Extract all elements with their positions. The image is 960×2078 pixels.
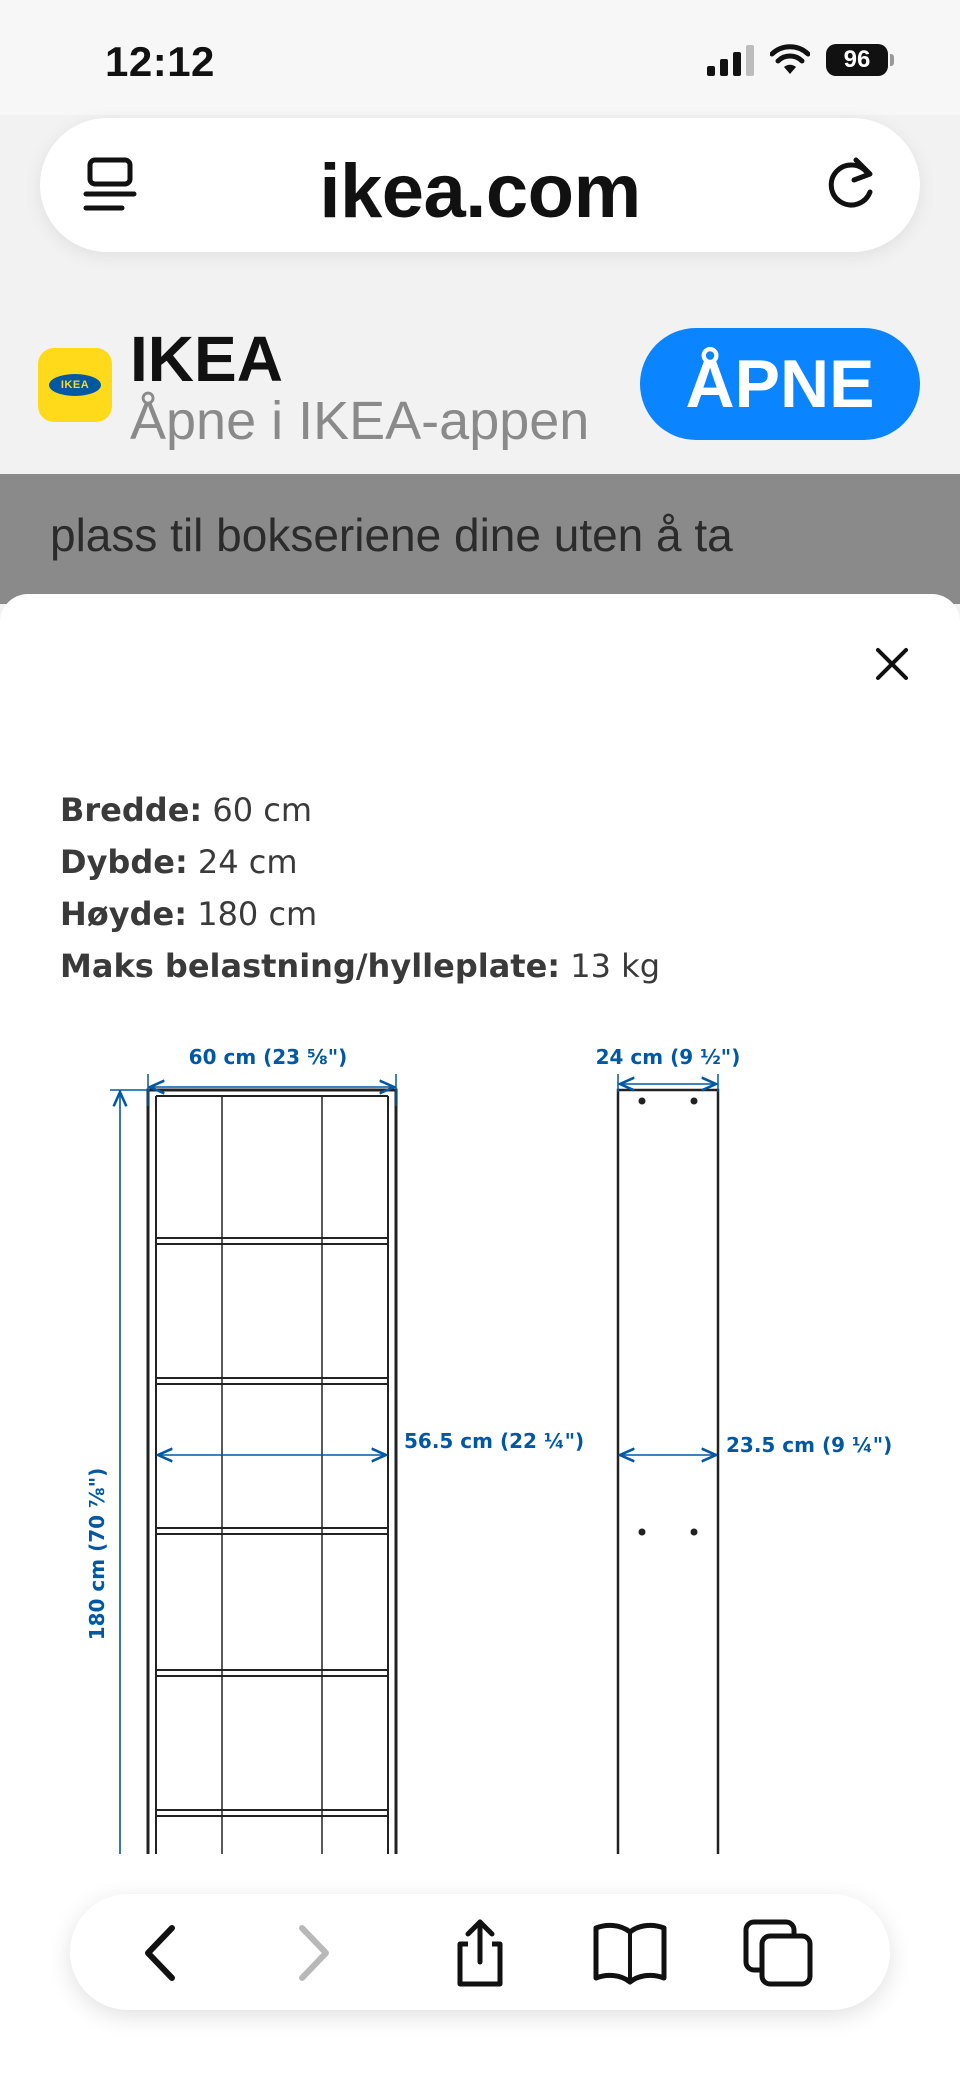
spec-row: Maks belastning/hylleplate: 13 kg xyxy=(60,947,660,985)
reload-icon[interactable] xyxy=(820,152,884,216)
bookcase-side-view xyxy=(618,1090,718,1854)
inner-depth-label: 23.5 cm (9 ¼") xyxy=(726,1433,893,1457)
spec-row: Bredde: 60 cm xyxy=(60,791,313,829)
wifi-icon xyxy=(770,44,810,76)
cellular-signal-icon xyxy=(707,44,754,76)
app-banner xyxy=(0,300,960,474)
inner-depth-dimension xyxy=(620,1433,892,1457)
ikea-app-icon xyxy=(38,348,112,422)
book-icon xyxy=(590,1918,670,1988)
share-icon xyxy=(440,1918,520,1988)
close-icon xyxy=(866,638,918,690)
battery-icon xyxy=(826,44,894,76)
tabs-icon xyxy=(738,1918,818,1988)
app-name: IKEA xyxy=(130,323,283,395)
dimension-diagram xyxy=(0,1034,960,1854)
width-label: 60 cm (23 ⅝") xyxy=(188,1045,348,1069)
height-dimension xyxy=(85,1090,150,1854)
inner-width-label: 56.5 cm (22 ¼") xyxy=(404,1429,585,1453)
forward-button[interactable] xyxy=(272,1918,352,1988)
address-bar[interactable] xyxy=(40,118,920,252)
browser-toolbar xyxy=(70,1894,890,2010)
spec-row: Dybde: 24 cm xyxy=(60,843,298,881)
status-icons xyxy=(707,44,894,76)
bookmarks-button[interactable] xyxy=(590,1918,670,1988)
background-text-line: plass til bokseriene dine uten å ta xyxy=(50,509,733,561)
battery-level: 96 xyxy=(826,44,888,76)
ikea-logo: IKEA xyxy=(49,374,101,396)
url-text[interactable]: ikea.com xyxy=(319,149,641,234)
background-page-overlay xyxy=(0,474,960,604)
chevron-right-icon xyxy=(272,1918,352,1988)
height-label: 180 cm (70 ⅞") xyxy=(85,1467,109,1641)
spec-list xyxy=(60,784,660,992)
tabs-button[interactable] xyxy=(738,1918,818,1988)
chevron-left-icon xyxy=(122,1918,202,1988)
back-button[interactable] xyxy=(122,1918,202,1988)
bookcase-front-view xyxy=(148,1090,396,1854)
shelf-pin-holes xyxy=(639,1098,698,1855)
open-app-button[interactable]: ÅPNE xyxy=(640,328,920,440)
close-button[interactable] xyxy=(866,638,918,690)
measurements-sheet xyxy=(0,594,960,2078)
app-subtitle: Åpne i IKEA-appen xyxy=(130,391,590,451)
status-time: 12:12 xyxy=(105,38,215,85)
share-button[interactable] xyxy=(440,1918,520,1988)
depth-label: 24 cm (9 ½") xyxy=(595,1045,741,1069)
depth-dimension xyxy=(596,1045,741,1092)
spec-row: Høyde: 180 cm xyxy=(60,895,318,933)
status-bar xyxy=(0,0,960,115)
